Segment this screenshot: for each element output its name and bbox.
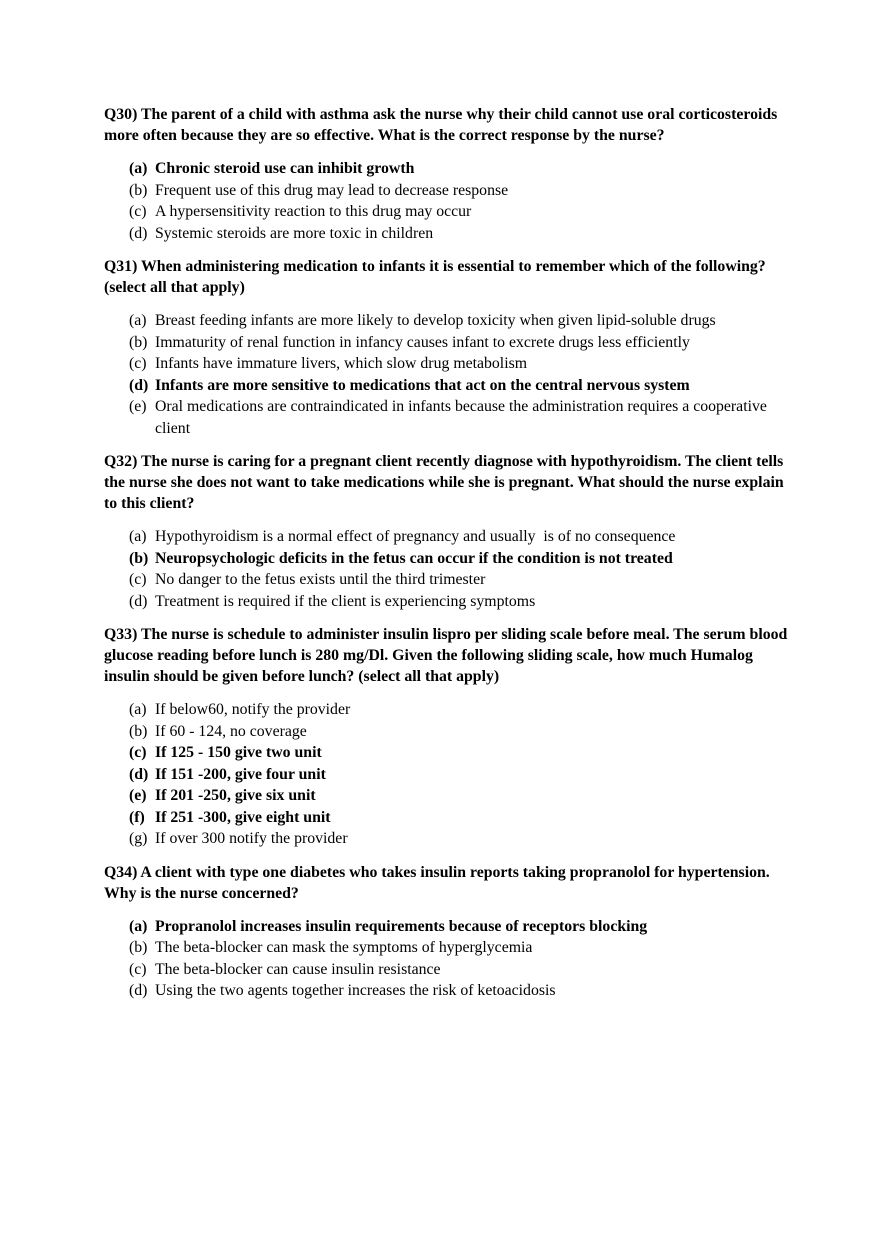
option-letter: (d) [129, 982, 148, 999]
option-item [129, 828, 794, 850]
option-text: Using the two agents together increases the risk of ketoacidosis [155, 982, 556, 999]
question-text: Q34) A client with type one diabetes who takes insulin reports taking propranolol for hypertension. Why is the nurse concerned? [104, 863, 770, 902]
option-item [129, 310, 794, 332]
option-letter: (a) [129, 701, 147, 718]
option-text: The beta-blocker can mask the symptoms of hyperglycemia [155, 939, 533, 956]
option-letter: (a) [129, 528, 147, 545]
option-text: If over 300 notify the provider [155, 830, 348, 847]
option-item [129, 699, 794, 721]
option-item [129, 332, 794, 354]
option-item [129, 937, 794, 959]
option-letter: (d) [129, 592, 148, 610]
option-letter: (e) [129, 398, 147, 415]
option-letter: (d) [129, 376, 149, 394]
option-text: Chronic steroid use can inhibit growth [155, 160, 415, 177]
option-letter: (f) [129, 808, 145, 826]
option-letter: (c) [129, 355, 147, 372]
option-text: Systemic steroids are more toxic in children [155, 224, 434, 242]
option-letter: (g) [129, 830, 148, 847]
option-text: Neuropsychologic deficits in the fetus can occur if the condition is not treated [155, 549, 673, 567]
option-text: Oral medications are contraindicated in infants because the administration requires a cooperative client [155, 398, 771, 437]
option-list [104, 916, 794, 1002]
option-item [129, 807, 794, 829]
option-text: Breast feeding infants are more likely to develop toxicity when given lipid-soluble drugs [155, 312, 716, 329]
option-text: If 251 -300, give eight unit [155, 808, 331, 826]
option-letter: (b) [129, 181, 148, 199]
option-item [129, 742, 794, 764]
option-text: Propranolol increases insulin requirements because of receptors blocking [155, 917, 648, 935]
option-letter: (c) [129, 571, 147, 588]
option-text: No danger to the fetus exists until the third trimester [155, 571, 486, 588]
option-text: Treatment is required if the client is experiencing symptoms [155, 592, 536, 610]
question-text: Q32) The nurse is caring for a pregnant client recently diagnose with hypothyroidism. The client tells the nurse she does not want to take medications while she is pregnant. What should the nurse explain to this client? [104, 453, 784, 512]
option-item [129, 548, 794, 570]
option-letter: (c) [129, 203, 147, 220]
option-text: A hypersensitivity reaction to this drug may occur [155, 203, 472, 220]
option-item [129, 353, 794, 375]
question-q34 [104, 862, 794, 1002]
option-letter: (b) [129, 722, 148, 740]
option-text: Infants are more sensitive to medications that act on the central nervous system [155, 376, 690, 394]
option-item [129, 569, 794, 591]
option-text: Frequent use of this drug may lead to decrease response [155, 181, 509, 199]
question-text: Q30) The parent of a child with asthma ask the nurse why their child cannot use oral corticosteroids more often because they are so effective. What is the correct response by the nurse? [104, 106, 778, 144]
option-item [129, 201, 794, 223]
question-q30 [104, 104, 794, 244]
option-list [104, 699, 794, 850]
option-item [129, 158, 794, 180]
option-item [129, 980, 794, 1002]
question-q32 [104, 451, 794, 612]
question-q33 [104, 624, 794, 850]
document-page [104, 104, 794, 1014]
option-item [129, 591, 794, 613]
question-q31 [104, 256, 794, 439]
option-text: Immaturity of renal function in infancy causes infant to excrete drugs less efficiently [155, 333, 690, 351]
option-item [129, 916, 794, 938]
option-item [129, 375, 794, 397]
option-item [129, 959, 794, 981]
option-letter: (d) [129, 765, 149, 783]
option-text: If 151 -200, give four unit [155, 765, 326, 783]
option-letter: (a) [129, 917, 148, 935]
option-item [129, 526, 794, 548]
question-text: Q33) The nurse is schedule to administer insulin lispro per sliding scale before meal. The serum blood glucose reading before lunch is 280 mg/Dl. Given the following sliding scale, how much Humalog insulin should be given before lunch? (select all that apply) [104, 626, 788, 685]
option-text: If 201 -250, give six unit [155, 787, 316, 804]
option-text: If 125 - 150 give two unit [155, 744, 322, 761]
option-list [104, 158, 794, 244]
option-text: If below60, notify the provider [155, 701, 351, 718]
option-item [129, 721, 794, 743]
option-letter: (d) [129, 224, 148, 242]
option-letter: (b) [129, 333, 148, 351]
option-text: Hypothyroidism is a normal effect of pregnancy and usually is of no consequence [155, 528, 676, 545]
option-item [129, 223, 794, 245]
option-letter: (b) [129, 549, 149, 567]
option-item [129, 785, 794, 807]
option-text: Infants have immature livers, which slow drug metabolism [155, 355, 528, 372]
question-text: Q31) When administering medication to infants it is essential to remember which of the following? (select all that apply) [104, 258, 766, 296]
option-letter: (a) [129, 160, 148, 177]
option-list [104, 526, 794, 612]
option-letter: (b) [129, 939, 148, 956]
option-item [129, 764, 794, 786]
option-letter: (e) [129, 787, 147, 804]
option-letter: (c) [129, 744, 147, 761]
option-text: The beta-blocker can cause insulin resistance [155, 960, 441, 978]
option-list [104, 310, 794, 439]
option-item [129, 180, 794, 202]
option-item [129, 396, 794, 439]
option-text: If 60 - 124, no coverage [155, 722, 307, 740]
option-letter: (a) [129, 312, 147, 329]
option-letter: (c) [129, 960, 147, 978]
